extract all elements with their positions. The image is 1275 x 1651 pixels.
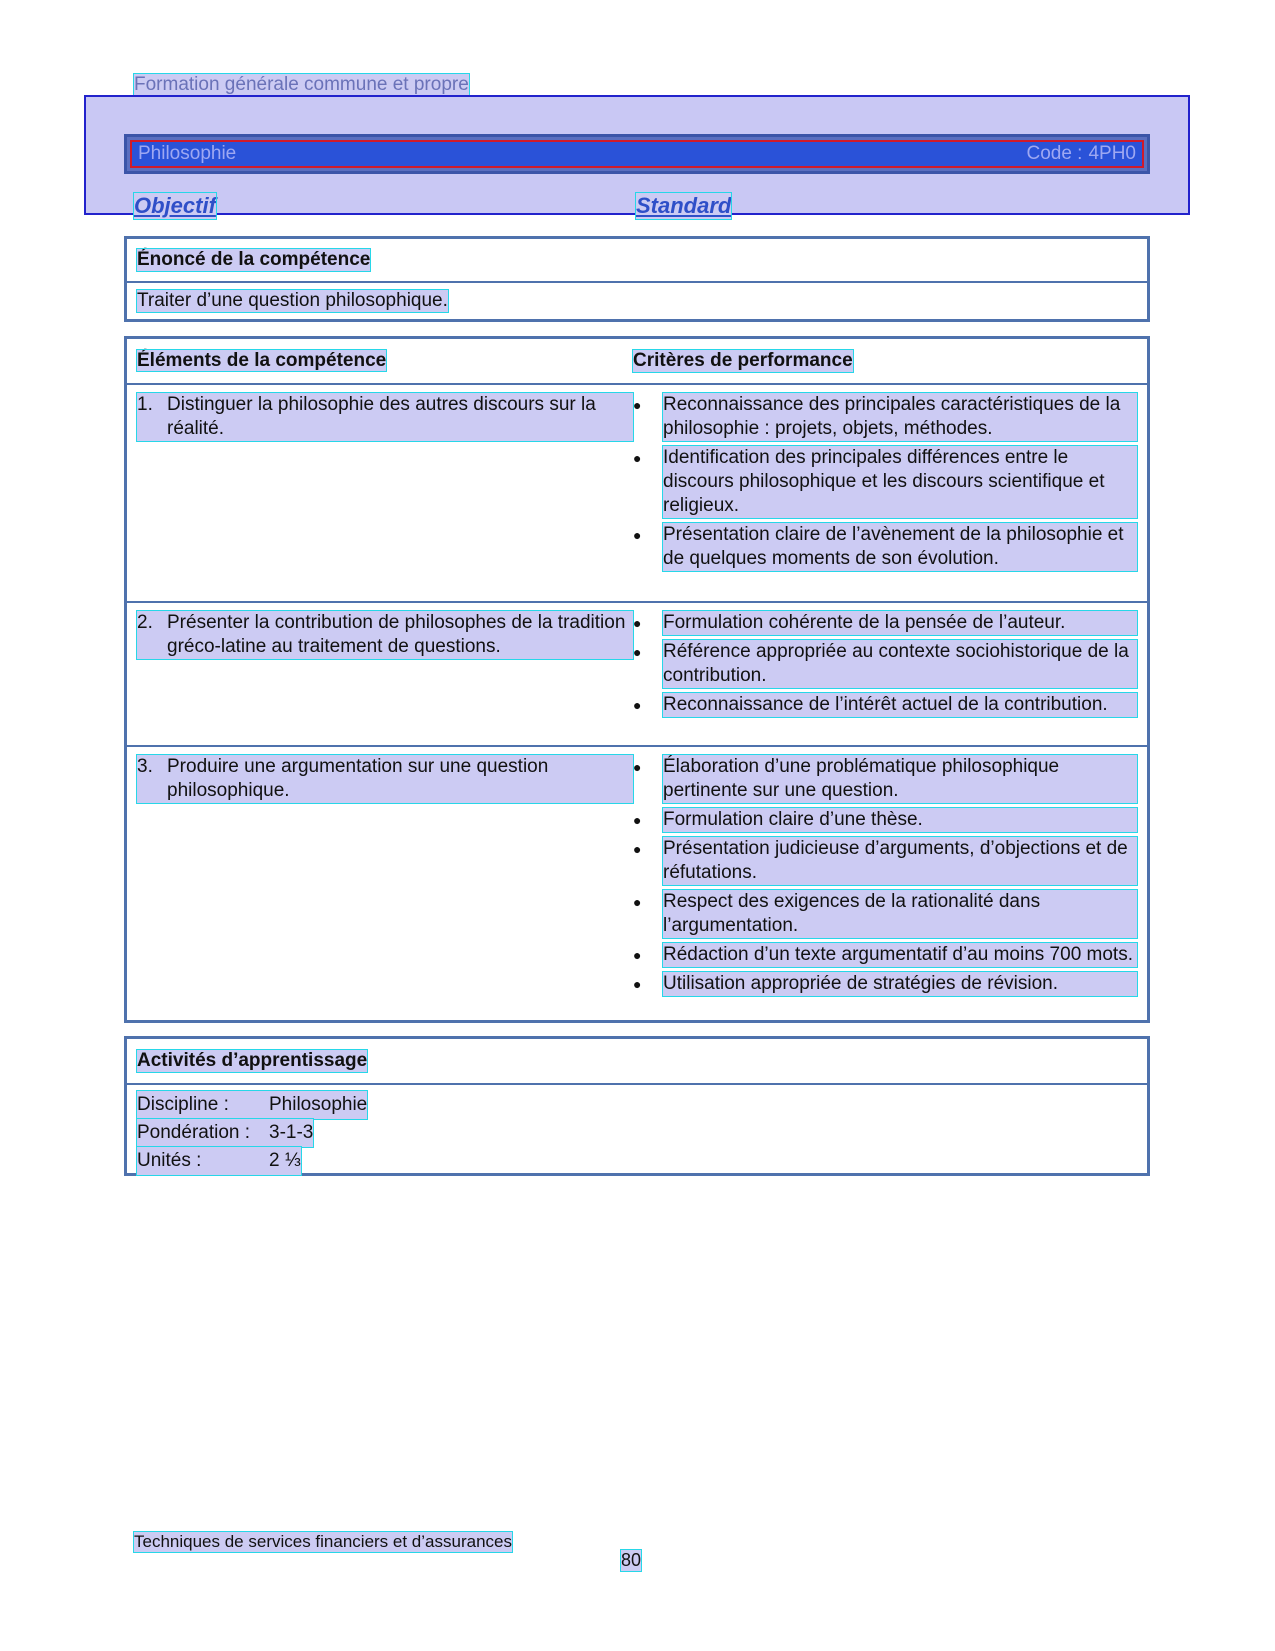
criterion-item: ● Reconnaissance des principales caractéristiques de la philosophie : projets, objets, méthodes. (633, 393, 1137, 441)
criterion-item: ● Utilisation appropriée de stratégies de révision. (633, 972, 1137, 996)
top-label: Formation générale commune et propre (134, 74, 469, 95)
bullet-icon: ● (633, 527, 642, 543)
criterion-item: ● Respect des exigences de la rationalité dans l’argumentation. (633, 890, 1137, 938)
objective-label: Objectif (134, 193, 216, 218)
footer-program: Techniques de services financiers et d’assurances (134, 1532, 512, 1551)
criteria-list (633, 755, 1137, 1021)
criterion-item: ● Rédaction d’un texte argumentatif d’au moins 700 mots. (633, 943, 1137, 967)
criterion-item: ● Identification des principales différences entre le discours philosophique et les discours scientifique et religieux. (633, 446, 1137, 518)
criteria-list (633, 393, 1137, 597)
criteres-column-header: Critères de performance (633, 350, 853, 371)
criterion-item: ● Présentation judicieuse d’arguments, d’objections et de réfutations. (633, 837, 1137, 885)
competence-header (127, 339, 1147, 385)
bullet-icon: ● (633, 697, 642, 713)
element-2: 2. Présenter la contribution de philosophes de la tradition gréco-latine au traitement de questions. (137, 611, 633, 659)
standard-label: Standard (636, 193, 732, 218)
criterion-item: ● Présentation claire de l’avènement de la philosophie et de quelques moments de son évolution. (633, 523, 1137, 571)
activites-line: Unités : 2 ⅓ (137, 1147, 1137, 1175)
course-title-bar (124, 134, 1150, 174)
competence-row (127, 385, 1147, 601)
activites-line: Pondération : 3-1-3 (137, 1119, 1137, 1147)
competence-table (124, 336, 1150, 1023)
code-value: 4PH0 (1088, 143, 1136, 164)
bullet-icon: ● (633, 812, 642, 828)
competence-row (127, 601, 1147, 745)
enonce-heading: Énoncé de la compétence (137, 249, 371, 270)
criterion-item: ● Référence appropriée au contexte sociohistorique de la contribution. (633, 640, 1137, 688)
bullet-icon: ● (633, 976, 642, 992)
bullet-icon: ● (633, 841, 642, 857)
competence-row (127, 745, 1147, 1025)
enonce-box (124, 236, 1150, 322)
bullet-icon: ● (633, 615, 642, 631)
course-title: Philosophie (138, 143, 237, 164)
course-code (1026, 143, 1136, 165)
activites-line: Discipline : Philosophie (137, 1091, 1137, 1119)
enonce-text: Traiter d’une question philosophique. (137, 290, 448, 311)
element-1: 1. Distinguer la philosophie des autres discours sur la réalité. (137, 393, 633, 441)
criteria-list (633, 611, 1137, 741)
criterion-item: ● Formulation claire d’une thèse. (633, 808, 1137, 832)
bullet-icon: ● (633, 759, 642, 775)
bullet-icon: ● (633, 450, 642, 466)
bullet-icon: ● (633, 894, 642, 910)
criterion-item: ● Reconnaissance de l’intérêt actuel de la contribution. (633, 693, 1137, 717)
bullet-icon: ● (633, 644, 642, 660)
activites-box (124, 1036, 1150, 1176)
criterion-item: ● Formulation cohérente de la pensée de l’auteur. (633, 611, 1137, 635)
activites-heading: Activités d’apprentissage (137, 1050, 368, 1071)
element-3: 3. Produire une argumentation sur une question philosophique. (137, 755, 633, 803)
course-title-inner (130, 140, 1144, 168)
page-number: 80 (621, 1550, 642, 1570)
elements-column-header: Éléments de la compétence (137, 350, 387, 371)
code-label: Code : (1026, 143, 1083, 164)
bullet-icon: ● (633, 947, 642, 963)
bullet-icon: ● (633, 397, 642, 413)
criterion-item: ● Élaboration d’une problématique philosophique pertinente sur une question. (633, 755, 1137, 803)
